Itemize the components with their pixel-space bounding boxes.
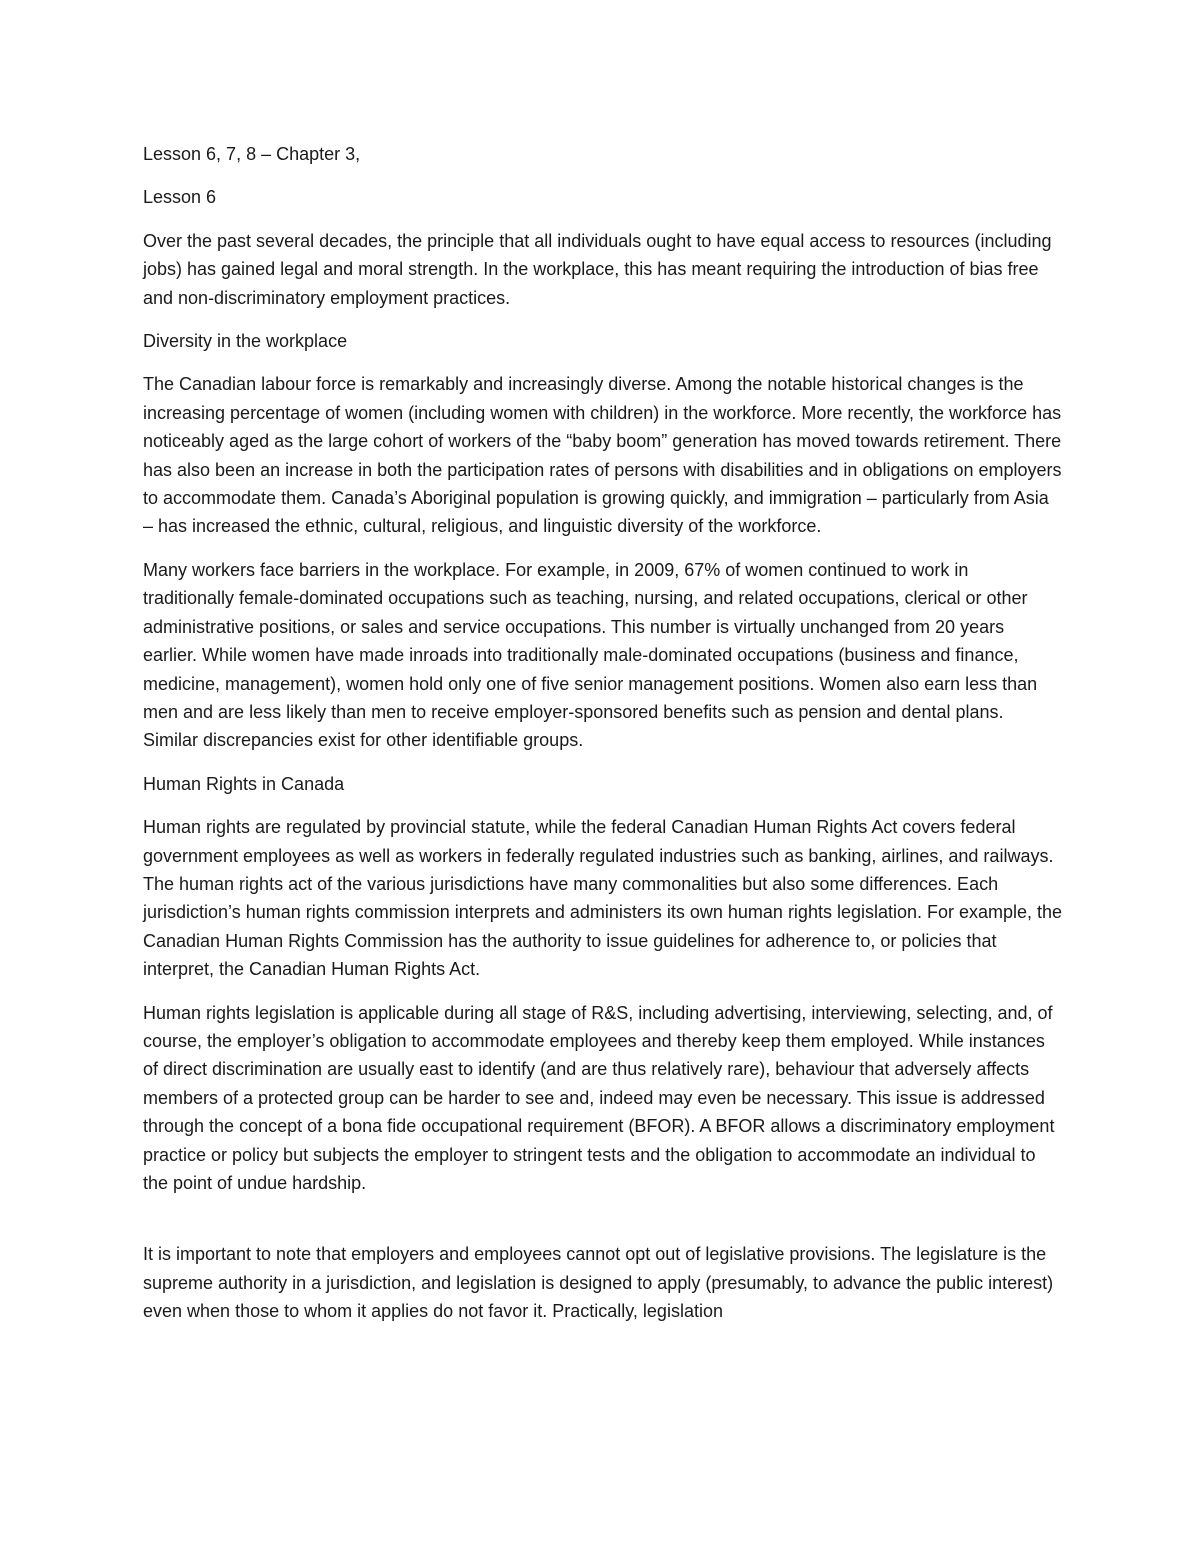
intro-paragraph: Over the past several decades, the principle that all individuals ought to have equal access to resources (including jobs) has gained legal and moral strength. In the workplace, this has meant requiring the introduction of bias free and non-discriminatory employment practices. <box>143 230 1052 308</box>
legislation-paragraph: Human rights legislation is applicable during all stage of R&S, including advertising, interviewing, selecting, and, of course, the employer’s obligation to accommodate employees and thereby keep them employed. While instances of direct discrimination are usually east to identify (and are thus relatively rare), behaviour that adversely affects members of a protected group can be harder to see and, indeed may even be necessary. This issue is addressed through the concept of a bona fide occupational requirement (BFOR). A BFOR allows a discriminatory employment practice or policy but subjects the employer to stringent tests and the obligation to accommodate an individual to the point of undue hardship. <box>143 1002 1055 1193</box>
human-rights-paragraph: Human rights are regulated by provincial statute, while the federal Canadian Human Rights Act covers federal government employees as well as workers in federally regulated industries such as banking, airlines, and railways. The human rights act of the various jurisdictions have many commonalities but also some differences. Each jurisdiction’s human rights commission interprets and administers its own human rights legislation. For example, the Canadian Human Rights Commission has the authority to issue guidelines for adherence to, or policies that interpret, the Canadian Human Rights Act. <box>143 817 1063 980</box>
lesson-heading: Lesson 6 <box>143 187 217 208</box>
human-rights-heading: Human Rights in Canada <box>143 773 345 794</box>
diversity-heading: Diversity in the workplace <box>143 331 348 352</box>
document-body <box>143 140 1063 1341</box>
barriers-paragraph: Many workers face barriers in the workplace. For example, in 2009, 67% of women continued to work in traditionally female-dominated occupations such as teaching, nursing, and related occupations, clerical or other administrative positions, or sales and service occupations. This number is virtually unchanged from 20 years earlier. While women have made inroads into traditionally male-dominated occupations (business and finance, medicine, management), women hold only one of five senior management positions. Women also earn less than men and are less likely than men to receive employer-sponsored benefits such as pension and dental plans. Similar discrepancies exist for other identifiable groups. <box>143 559 1038 751</box>
document-title-line: Lesson 6, 7, 8 – Chapter 3, <box>143 144 361 164</box>
diversity-paragraph: The Canadian labour force is remarkably and increasingly diverse. Among the notable historical changes is the increasing percentage of women (including women with children) in the workforce. More recently, the workforce has noticeably aged as the large cohort of workers of the “baby boom” generation has moved towards retirement. There has also been an increase in both the participation rates of persons with disabilities and in obligations on employers to accommodate them. Canada’s Aboriginal population is growing quickly, and immigration – particularly from Asia – has increased the ethnic, cultural, religious, and linguistic diversity of the workforce. <box>143 374 1062 537</box>
opt-out-paragraph: It is important to note that employers and employees cannot opt out of legislative provisions. The legislature is the supreme authority in a jurisdiction, and legislation is designed to apply (presumably, to advance the public interest) even when those to whom it applies do not favor it. Practically, legislation <box>143 1244 1054 1322</box>
